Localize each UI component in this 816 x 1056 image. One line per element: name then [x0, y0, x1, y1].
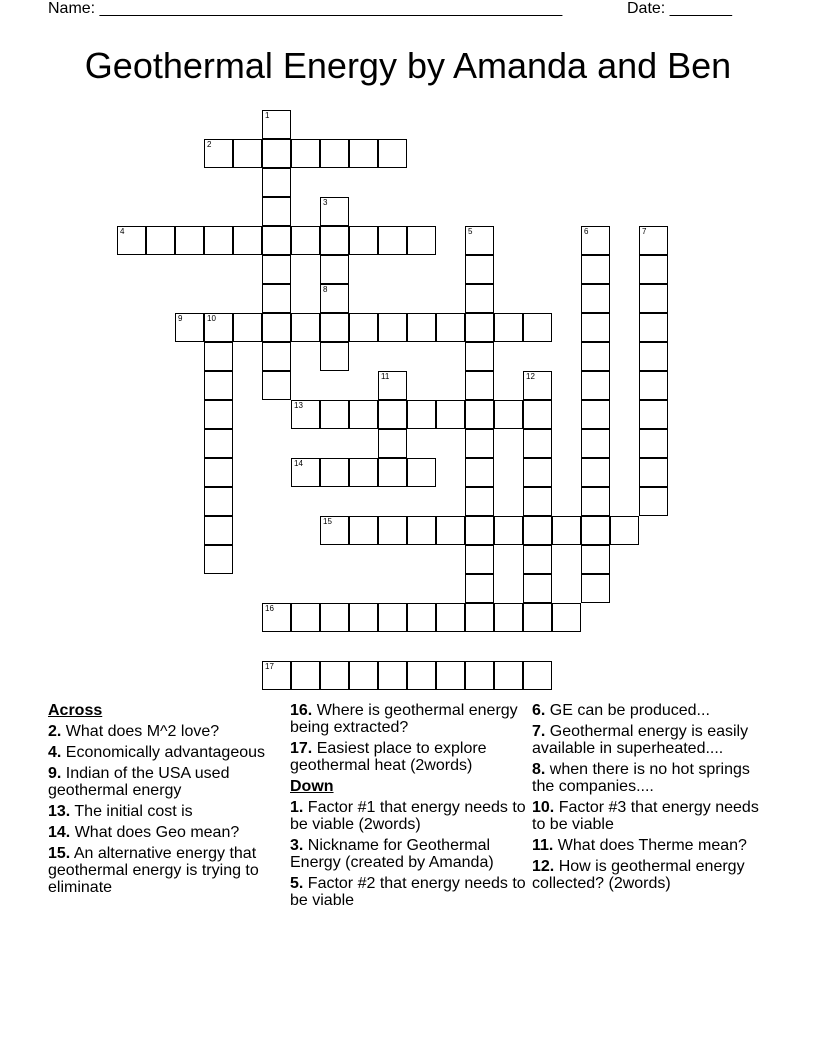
grid-cell[interactable]	[378, 400, 407, 429]
cell-number: 13	[294, 401, 303, 410]
grid-cell[interactable]	[494, 516, 523, 545]
cell-number: 17	[265, 662, 274, 671]
grid-cell[interactable]	[204, 139, 233, 168]
grid-cell[interactable]	[233, 139, 262, 168]
grid-cell[interactable]	[320, 400, 349, 429]
clue-down-11: 11. What does Therme mean?	[532, 837, 747, 854]
grid-cell[interactable]	[639, 458, 668, 487]
grid-cell[interactable]	[436, 603, 465, 632]
grid-cell[interactable]	[465, 545, 494, 574]
cell-number: 12	[526, 372, 535, 381]
grid-cell[interactable]	[465, 458, 494, 487]
page-title: Geothermal Energy by Amanda and Ben	[84, 45, 732, 86]
grid-cell[interactable]	[523, 603, 552, 632]
grid-cell[interactable]	[523, 487, 552, 516]
grid-cell[interactable]	[262, 284, 291, 313]
clue-down-12: 12. How is geothermal energy collected? (2words)	[532, 858, 745, 892]
grid-cell[interactable]	[378, 661, 407, 690]
grid-cell[interactable]	[320, 313, 349, 342]
cell-number: 7	[642, 227, 647, 236]
grid-cell[interactable]	[407, 400, 436, 429]
grid-cell[interactable]	[204, 226, 233, 255]
grid-cell[interactable]	[117, 226, 146, 255]
grid-cell[interactable]	[639, 487, 668, 516]
clue-down-1: 1. Factor #1 that energy needs to be viable (2words)	[290, 799, 526, 833]
grid-cell[interactable]	[581, 313, 610, 342]
grid-cell[interactable]	[204, 545, 233, 574]
grid-cell[interactable]	[581, 342, 610, 371]
grid-cell[interactable]	[639, 313, 668, 342]
grid-cell[interactable]	[465, 226, 494, 255]
clue-across-15: 15. An alternative energy that geothermal energy is trying to eliminate	[48, 845, 259, 896]
grid-cell[interactable]	[581, 429, 610, 458]
date-line: _______	[669, 0, 732, 17]
grid-cell[interactable]	[552, 603, 581, 632]
grid-cell[interactable]	[378, 313, 407, 342]
grid-cell[interactable]	[262, 197, 291, 226]
grid-cell[interactable]	[610, 516, 639, 545]
grid-cell[interactable]	[291, 400, 320, 429]
grid-cell[interactable]	[291, 139, 320, 168]
grid-cell[interactable]	[581, 574, 610, 603]
grid-cell[interactable]	[262, 255, 291, 284]
clue-column-1	[48, 702, 288, 900]
cell-number: 5	[468, 227, 473, 236]
grid-cell[interactable]	[465, 516, 494, 545]
grid-cell[interactable]	[320, 516, 349, 545]
grid-cell[interactable]	[523, 400, 552, 429]
grid-cell[interactable]	[465, 574, 494, 603]
grid-cell[interactable]	[291, 226, 320, 255]
clue-across-2: 2. What does M^2 love?	[48, 723, 220, 740]
grid-cell[interactable]	[204, 400, 233, 429]
grid-cell[interactable]	[581, 226, 610, 255]
grid-cell[interactable]	[146, 226, 175, 255]
grid-cell[interactable]	[494, 400, 523, 429]
grid-cell[interactable]	[204, 371, 233, 400]
grid-cell[interactable]	[407, 226, 436, 255]
down-heading: Down	[290, 778, 334, 795]
grid-cell[interactable]	[494, 313, 523, 342]
grid-cell[interactable]	[262, 226, 291, 255]
grid-cell[interactable]	[465, 487, 494, 516]
clue-down-7: 7. Geothermal energy is easily available in superheated....	[532, 723, 749, 757]
grid-cell[interactable]	[262, 603, 291, 632]
grid-cell[interactable]	[436, 661, 465, 690]
grid-cell[interactable]	[639, 400, 668, 429]
grid-cell[interactable]	[233, 226, 262, 255]
clue-down-10: 10. Factor #3 that energy needs to be viable	[532, 799, 759, 833]
clue-column-3	[532, 702, 772, 896]
grid-cell[interactable]	[320, 458, 349, 487]
cell-number: 4	[120, 227, 125, 236]
grid-cell[interactable]	[378, 516, 407, 545]
grid-cell[interactable]	[523, 371, 552, 400]
grid-cell[interactable]	[523, 313, 552, 342]
clue-across-9: 9. Indian of the USA used geothermal energy	[48, 765, 230, 799]
grid-cell[interactable]	[349, 139, 378, 168]
grid-cell[interactable]	[175, 313, 204, 342]
clue-across-14: 14. What does Geo mean?	[48, 824, 240, 841]
grid-cell[interactable]	[639, 342, 668, 371]
cell-number: 8	[323, 285, 328, 294]
date-label: Date:	[627, 0, 670, 17]
grid-cell[interactable]	[465, 371, 494, 400]
cell-number: 3	[323, 198, 328, 207]
grid-cell[interactable]	[378, 226, 407, 255]
cell-number: 6	[584, 227, 589, 236]
cell-number: 1	[265, 111, 270, 120]
clue-across-16: 16. Where is geothermal energy being extracted?	[290, 702, 518, 736]
clue-across-4: 4. Economically advantageous	[48, 744, 266, 761]
cell-number: 11	[381, 372, 390, 381]
grid-cell[interactable]	[465, 284, 494, 313]
grid-cell[interactable]	[523, 661, 552, 690]
across-heading: Across	[48, 702, 103, 719]
grid-cell[interactable]	[349, 661, 378, 690]
grid-cell[interactable]	[523, 429, 552, 458]
grid-cell[interactable]	[407, 516, 436, 545]
grid-cell[interactable]	[291, 313, 320, 342]
grid-cell[interactable]	[523, 516, 552, 545]
grid-cell[interactable]	[581, 487, 610, 516]
grid-cell[interactable]	[407, 313, 436, 342]
cell-number: 15	[323, 517, 332, 526]
grid-cell[interactable]	[262, 110, 291, 139]
grid-cell[interactable]	[262, 371, 291, 400]
grid-cell[interactable]	[320, 342, 349, 371]
grid-cell[interactable]	[494, 603, 523, 632]
name-line: ____________________________________________________	[99, 0, 563, 17]
grid-cell[interactable]	[204, 342, 233, 371]
grid-cell[interactable]	[639, 429, 668, 458]
grid-cell[interactable]	[407, 661, 436, 690]
grid-cell[interactable]	[378, 603, 407, 632]
grid-cell[interactable]	[204, 458, 233, 487]
cell-number: 10	[207, 314, 216, 323]
grid-cell[interactable]	[262, 139, 291, 168]
grid-cell[interactable]	[204, 313, 233, 342]
clue-down-5: 5. Factor #2 that energy needs to be viable	[290, 875, 526, 909]
grid-cell[interactable]	[349, 226, 378, 255]
cell-number: 9	[178, 314, 183, 323]
grid-cell[interactable]	[639, 255, 668, 284]
grid-cell[interactable]	[436, 400, 465, 429]
grid-cell[interactable]	[291, 603, 320, 632]
grid-cell[interactable]	[204, 516, 233, 545]
grid-cell[interactable]	[320, 284, 349, 313]
grid-cell[interactable]	[581, 255, 610, 284]
grid-cell[interactable]	[262, 342, 291, 371]
cell-number: 16	[265, 604, 274, 613]
grid-cell[interactable]	[581, 284, 610, 313]
grid-cell[interactable]	[262, 313, 291, 342]
grid-cell[interactable]	[523, 574, 552, 603]
clue-down-8: 8. when there is no hot springs the companies....	[532, 761, 750, 795]
grid-cell[interactable]	[581, 400, 610, 429]
grid-cell[interactable]	[407, 458, 436, 487]
grid-cell[interactable]	[639, 226, 668, 255]
grid-cell[interactable]	[320, 226, 349, 255]
name-label: Name:	[48, 0, 100, 17]
grid-cell[interactable]	[465, 603, 494, 632]
clue-across-17: 17. Easiest place to explore geothermal heat (2words)	[290, 740, 487, 774]
grid-cell[interactable]	[349, 313, 378, 342]
grid-cell[interactable]	[349, 458, 378, 487]
clue-column-2	[290, 702, 530, 913]
grid-cell[interactable]	[407, 603, 436, 632]
grid-cell[interactable]	[436, 516, 465, 545]
grid-cell[interactable]	[465, 313, 494, 342]
grid-cell[interactable]	[378, 371, 407, 400]
grid-cell[interactable]	[320, 139, 349, 168]
grid-cell[interactable]	[233, 313, 262, 342]
grid-cell[interactable]	[349, 516, 378, 545]
grid-cell[interactable]	[320, 197, 349, 226]
grid-cell[interactable]	[581, 458, 610, 487]
grid-cell[interactable]	[523, 545, 552, 574]
grid-cell[interactable]	[291, 458, 320, 487]
grid-cell[interactable]	[378, 139, 407, 168]
grid-cell[interactable]	[378, 458, 407, 487]
grid-cell[interactable]	[291, 661, 320, 690]
grid-cell[interactable]	[465, 342, 494, 371]
grid-cell[interactable]	[204, 429, 233, 458]
cell-number: 2	[207, 140, 212, 149]
grid-cell[interactable]	[581, 371, 610, 400]
grid-cell[interactable]	[465, 400, 494, 429]
grid-cell[interactable]	[349, 400, 378, 429]
clue-down-6: 6. GE can be produced...	[532, 702, 710, 719]
grid-cell[interactable]	[436, 313, 465, 342]
grid-cell[interactable]	[581, 545, 610, 574]
grid-cell[interactable]	[465, 255, 494, 284]
grid-cell[interactable]	[465, 661, 494, 690]
grid-cell[interactable]	[349, 603, 378, 632]
grid-cell[interactable]	[378, 429, 407, 458]
grid-cell[interactable]	[320, 255, 349, 284]
grid-cell[interactable]	[204, 487, 233, 516]
grid-cell[interactable]	[552, 516, 581, 545]
grid-cell[interactable]	[465, 429, 494, 458]
grid-cell[interactable]	[262, 168, 291, 197]
grid-cell[interactable]	[639, 284, 668, 313]
clue-down-3: 3. Nickname for Geothermal Energy (created by Amanda)	[290, 837, 494, 871]
grid-cell[interactable]	[320, 661, 349, 690]
grid-cell[interactable]	[494, 661, 523, 690]
clue-across-13: 13. The initial cost is	[48, 803, 193, 820]
grid-cell[interactable]	[320, 603, 349, 632]
grid-cell[interactable]	[639, 371, 668, 400]
grid-cell[interactable]	[523, 458, 552, 487]
grid-cell[interactable]	[262, 661, 291, 690]
grid-cell[interactable]	[175, 226, 204, 255]
grid-cell[interactable]	[581, 516, 610, 545]
cell-number: 14	[294, 459, 303, 468]
